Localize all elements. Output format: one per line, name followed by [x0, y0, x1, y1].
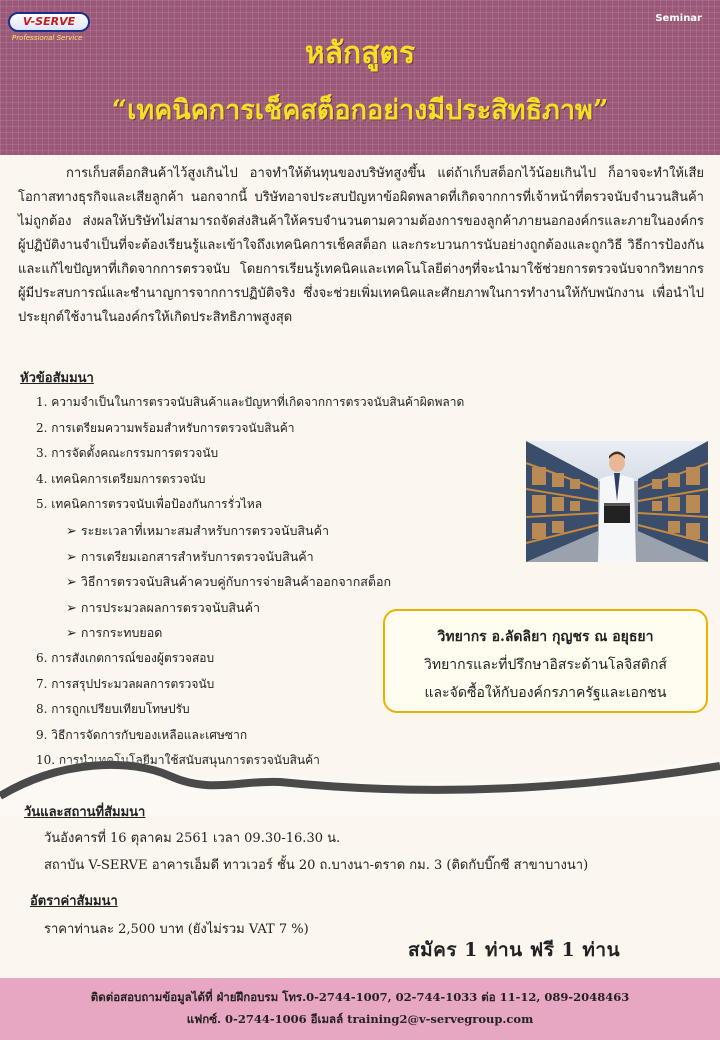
logo-text: V-SERVE [22, 15, 76, 28]
arrow-bullet-icon: ➢ [66, 600, 77, 616]
course-title: “เทคนิคการเช็คสต็อกอย่างมีประสิทธิภาพ” [111, 95, 609, 126]
topic-text: วิธีการตรวจนับสินค้าควบคู่กับการจ่ายสินค้าออกจากสต็อก [80, 574, 392, 590]
contact-fax-email: แฟกซ์. 0-2744-1006 อีเมลล์ training2@v-servegroup.com [186, 1012, 534, 1026]
intro-paragraph: การเก็บสต็อกสินค้าไว้สูงเกินไป อาจทำให้ต้นทุนของบริษัทสูงขึ้น แต่ถ้าเก็บสต็อกไว้น้อยเกินไป ก็อาจจะทำให้เสียโอกาสทางธุรกิจและเสียลูกค้า นอกจากนี้ บริษัทอาจประสบปัญหาข้อผิดพลาดที่เกิดจากการที่เจ้าหน้าที่ตรวจนับจำนวนสินค้าไม่ถูกต้อง ส่งผลให้บริษัทไม่สามารถจัดส่งสินค้าให้ครบจำนวนตามความต้องการของลูกค้าภายนอกองค์กรและภายในองค์กร ผู้ปฏิบัติงานจำเป็นที่จะต้องเรียนรู้และเข้าใจถึงเทคนิคการเช็คสต็อก และกระบวนการนับอย่างถูกต้องและถูกวิธี วิธีการป้องกันและแก้ไขปัญหาที่เกิดจากการตรวจนับ โดยการเรียนรู้เทคนิคและเทคโนโลยีต่างๆที่จะนำมาใช้ช่วยการตรวจนับจากวิทยากรผู้มีประสบการณ์และชำนาญการจากการปฏิบัติจริง ซึ่งจะช่วยเพิ่มเทคนิคและศักยภาพในการทำงานให้กับพนักงาน เพื่อนำไปประยุกต์ใช้งานในองค์กรให้เกิดประสิทธิภาพสูงสุด [18, 166, 704, 325]
arrow-bullet-icon: ➢ [66, 549, 77, 565]
topic-item [36, 492, 516, 518]
topic-text: 3. การจัดตั้งคณะกรรมการตรวจนับ [36, 446, 219, 461]
schedule-venue: สถาบัน V-SERVE อาคารเอ็มดี ทาวเวอร์ ชั้น 20 ถ.บางนา-ตราด กม. 3 (ติดกับบิ๊กซี สาขาบางนา) [44, 858, 589, 873]
speaker-box [383, 609, 708, 713]
topic-text: 8. การถูกเปรียบเทียบโทษปรับ [36, 702, 190, 717]
topic-text: การเตรียมเอกสารสำหรับการตรวจนับสินค้า [80, 548, 314, 564]
schedule-date: วันอังคารที่ 16 ตุลาคม 2561 เวลา 09.30-16.30 น. [44, 831, 341, 846]
logo-pill [8, 12, 90, 32]
arrow-bullet-icon: ➢ [66, 575, 77, 591]
topic-item [36, 723, 516, 749]
topic-subitem [36, 569, 516, 595]
topic-text: การกระทบยอด [80, 625, 163, 641]
topic-item [36, 416, 516, 442]
warehouse-illustration [526, 441, 708, 562]
speaker-role-line1: วิทยากรและที่ปรึกษาอิสระด้านโลจิสติกส์ [424, 657, 667, 673]
logo-tagline: Professional Service [12, 34, 83, 42]
seminar-label: Seminar [655, 13, 702, 24]
topics-list [36, 390, 516, 774]
topic-text: การประมวลผลการตรวจนับสินค้า [80, 599, 260, 615]
topic-text: 10. การนำเทคโนโลยีมาใช้สนับสนุนการตรวจนับสินค้า [36, 753, 320, 768]
topic-subitem [36, 544, 516, 570]
course-label: หลักสูตร [304, 36, 416, 71]
pricing-heading: อัตราค่าสัมมนา [30, 894, 118, 909]
topic-text: 9. วิธีการจัดการกับของเหลือและเศษซาก [36, 727, 248, 742]
topic-item [36, 467, 516, 493]
contact-footer [0, 978, 720, 1040]
promo-text: สมัคร 1 ท่าน ฟรี 1 ท่าน [408, 939, 621, 961]
arrow-bullet-icon: ➢ [66, 523, 77, 539]
topic-text: 7. การสรุปประมวลผลการตรวจนับ [36, 676, 215, 691]
topic-text: ระยะเวลาที่เหมาะสมสำหรับการตรวจนับสินค้า [80, 522, 329, 538]
topic-text: 1. ความจำเป็นในการตรวจนับสินค้าและปัญหาที่เกิดจากการตรวจนับสินค้าผิดพลาด [36, 395, 465, 409]
warehouse-photo [526, 441, 708, 562]
topic-item [36, 441, 516, 467]
contact-phone: ติดต่อสอบถามข้อมูลได้ที่ ฝ่ายฝึกอบรม โทร.0-2744-1007, 02-744-1033 ต่อ 11-12, 089-2048463 [90, 990, 630, 1004]
pricing-price: ราคาท่านละ 2,500 บาท (ยังไม่รวม VAT 7 %) [44, 922, 309, 937]
topic-text: 4. เทคนิคการเตรียมการตรวจนับ [36, 471, 206, 486]
header-band [0, 0, 720, 155]
arrow-bullet-icon: ➢ [66, 626, 77, 642]
topic-text: 5. เทคนิคการตรวจนับเพื่อป้องกันการรั่วไหล [36, 497, 263, 512]
topic-text: 2. การเตรียมความพร้อมสำหรับการตรวจนับสินค้า [36, 420, 295, 435]
schedule-heading: วันและสถานที่สัมมนา [24, 805, 146, 820]
topic-item [36, 390, 516, 416]
topics-heading: หัวข้อสัมมนา [20, 371, 94, 386]
speaker-role-line2: และจัดซื้อให้กับองค์กรภาครัฐและเอกชน [424, 685, 667, 701]
speaker-name: วิทยากร อ.ลัดลิยา กุญชร ณ อยุธยา [437, 629, 654, 645]
topic-text: 6. การสังเกตการณ์ของผู้ตรวจสอบ [36, 650, 215, 665]
topic-subitem [36, 518, 516, 544]
